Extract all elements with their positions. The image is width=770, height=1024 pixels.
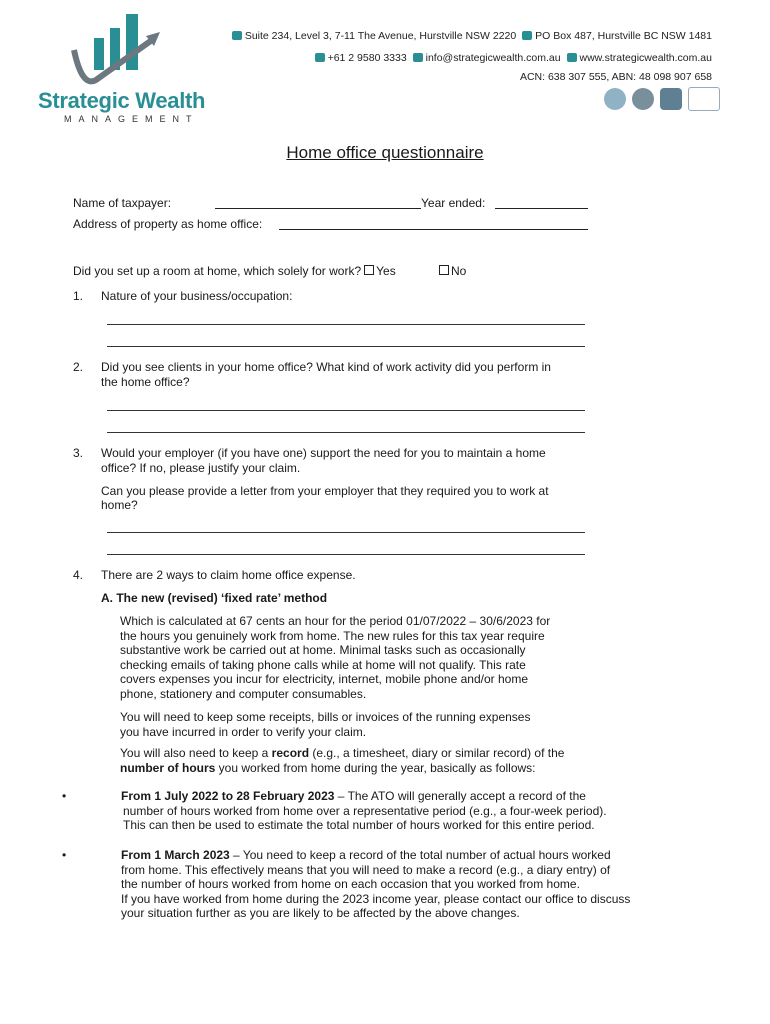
brand-name: Strategic Wealth	[38, 88, 206, 113]
answer-line[interactable]	[107, 324, 585, 325]
q2-line1: Did you see clients in your home office? What kind of work activity did you perform in	[101, 360, 551, 374]
q2-line2: the home office?	[101, 375, 190, 389]
yes-label: Yes	[376, 264, 396, 278]
email-icon	[413, 53, 423, 62]
globe-icon	[567, 53, 577, 62]
no-option	[436, 264, 466, 279]
q2-number: 2.	[73, 360, 84, 374]
q3-line4: home?	[101, 498, 138, 512]
q4-number: 4.	[73, 568, 84, 582]
address-field[interactable]	[279, 218, 588, 230]
badge-icon	[604, 88, 626, 110]
bullet-1-text: From 1 July 2022 to 28 February 2023 – The ATO will generally accept a record of the number of hours worked from home over a representative period (e.g., a four-week period). This can then be used to estimate the total number of hours worked for this entire period.	[121, 789, 607, 832]
brand-subtitle: MANAGEMENT	[64, 114, 199, 124]
method-a-heading: A. The new (revised) ‘fixed rate’ method	[101, 591, 328, 605]
accreditation-badges	[604, 86, 720, 112]
q1-number: 1.	[73, 289, 84, 303]
page-title: Home office questionnaire	[286, 143, 484, 162]
contact-line: +61 2 9580 3333 info@strategicwealth.com.au www.strategicwealth.com.au	[312, 52, 712, 64]
yes-checkbox[interactable]	[364, 265, 374, 275]
home-icon	[232, 31, 242, 40]
bullet-2-text: From 1 March 2023 – You need to keep a record of the total number of actual hours worked from home. This effectively means that you will need to make a record (e.g., a diary entry) of the number of hours worked from home on each occasion that you worked from home. If you have worked from home during the 2023 income year, please contact our office to discuss your situation further as you are likely to be affected by the above changes.	[121, 848, 631, 920]
badge-icon	[660, 88, 682, 110]
q3-line1: Would your employer (if you have one) support the need for you to maintain a home	[101, 446, 546, 460]
phone-icon	[315, 53, 325, 62]
q3-line2: office? If no, please justify your claim.	[101, 461, 301, 475]
method-a-paragraph: Which is calculated at 67 cents an hour for the period 01/07/2022 – 30/6/2023 for the hours you genuinely work from home. The new rules for this tax year require substantive work be carried out at home. Minimal tasks such as occasionally checking emails of taking phone calls while at home will not qualify. This rate covers expenses you incur for electricity, internet, mobile phone and/or home phone, stationery and computer consumables.	[120, 614, 551, 701]
q4-text: There are 2 ways to claim home office expense.	[101, 568, 356, 582]
badge-icon	[688, 87, 720, 111]
mailbox-icon	[522, 31, 532, 40]
year-label: Year ended:	[421, 196, 486, 210]
q3-line3: Can you please provide a letter from your employer that they required you to work at	[101, 484, 549, 498]
acn-abn-line: ACN: 638 307 555, ABN: 48 098 907 658	[519, 71, 712, 83]
answer-line[interactable]	[107, 346, 585, 347]
receipts-paragraph: You will need to keep some receipts, bills or invoices of the running expenses you have incurred in order to verify your claim.	[120, 710, 531, 739]
answer-line[interactable]	[107, 532, 585, 533]
taxpayer-field[interactable]	[215, 197, 421, 209]
answer-line[interactable]	[107, 554, 585, 555]
no-checkbox[interactable]	[439, 265, 449, 275]
q3-number: 3.	[73, 446, 84, 460]
address-line: Suite 234, Level 3, 7-11 The Avenue, Hurstville NSW 2220 PO Box 487, Hurstville BC NSW 1481	[229, 30, 712, 42]
answer-line[interactable]	[107, 410, 585, 411]
year-field[interactable]	[495, 197, 588, 209]
address-label: Address of property as home office:	[73, 217, 263, 231]
no-label: No	[451, 264, 467, 278]
room-question: Did you set up a room at home, which solely for work? Yes	[73, 264, 396, 278]
answer-line[interactable]	[107, 432, 585, 433]
q1-text: Nature of your business/occupation:	[101, 289, 293, 303]
bullet-marker: •	[62, 789, 67, 803]
record-paragraph: You will also need to keep a record (e.g., a timesheet, diary or similar record) of the number of hours you worked from home during the year, basically as follows:	[120, 746, 565, 775]
bullet-marker: •	[62, 848, 67, 862]
taxpayer-label: Name of taxpayer:	[73, 196, 172, 210]
badge-icon	[632, 88, 654, 110]
